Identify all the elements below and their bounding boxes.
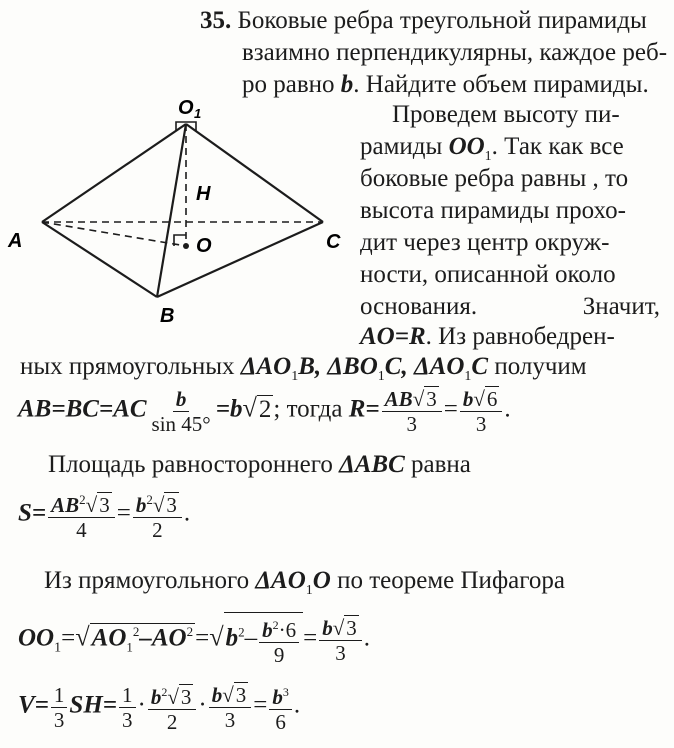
den: 2 [152, 518, 163, 542]
f1-lhs: AB=BC=AC [18, 395, 147, 423]
area-text: Площадь равностороннего [48, 451, 340, 478]
rad: 3 [346, 616, 357, 640]
f1-eq: =b [215, 395, 243, 423]
sup: 2 [79, 492, 86, 507]
f3-lhs: OO [18, 624, 55, 652]
rad: 3 [99, 493, 110, 517]
frac-b-sin45 [149, 387, 214, 436]
sup: 2 [132, 624, 140, 640]
num: 1 [119, 683, 136, 708]
formula-v: V= $\frac{1}{3}$ SH= $\frac{1}{3}$ · $\frac{b^2√3}{2}$ · $\frac{b√3}{3}$ = $\frac{b^3}{6}$ . [18, 680, 300, 734]
solution-line-7 [360, 292, 660, 322]
edge-o1-c [186, 124, 323, 222]
sup: 2 [161, 685, 168, 699]
solution-line-4: высота пирамиды прохо- [360, 197, 626, 224]
frac-ab2-root3: $\frac{AB^2√3}{4}$ [48, 488, 115, 542]
problem-line-3 [242, 70, 649, 100]
sub: 1 [54, 640, 62, 656]
var-oo1: OO [448, 133, 485, 160]
den: 3 [475, 412, 487, 436]
sup: 3 [282, 685, 289, 699]
label-o1: O [178, 100, 194, 119]
label-c: C [326, 231, 341, 253]
num: b [272, 685, 283, 709]
sub: 1 [291, 369, 299, 384]
num: AB [51, 493, 80, 517]
frac-b2-6-9 [259, 613, 299, 667]
sub: 1 [464, 369, 472, 384]
rad: 3 [235, 683, 247, 707]
label-o1-sub: 1 [194, 106, 202, 121]
frac-ab-root3: $\frac{AB√3}{3}$ [382, 386, 442, 436]
edge-o1-b [157, 124, 186, 297]
point-o [183, 243, 189, 249]
rad: 3 [180, 685, 192, 709]
problem-text-3a: ро равно [242, 71, 341, 98]
den: 3 [406, 412, 417, 436]
solution-line-6: ности, описанной около [360, 261, 616, 288]
num: 1 [51, 683, 68, 708]
num: b [211, 683, 223, 707]
tri-end: O [312, 567, 331, 594]
sol-text: основания. [360, 293, 478, 320]
num: b [462, 387, 474, 411]
den: 9 [273, 643, 285, 667]
rad-ao1-ao [90, 623, 195, 655]
sub: 1 [126, 639, 133, 655]
median-ao [42, 222, 186, 246]
den: 3 [335, 641, 346, 665]
den: 2 [166, 710, 178, 734]
pyth-text: по теореме Пифагора [330, 567, 565, 594]
minus: – [244, 624, 258, 652]
problem-line-2: взаимно перпендикулярны, каждое реб- [242, 39, 668, 66]
den: 3 [53, 707, 65, 732]
formula-oo1: $OO_1=√AO_1^2-AO^2=√b^2-$ $\frac{b^2\cdot 6}{9}$ = $\frac{b√3}{3}$ . [18, 612, 370, 667]
f4-lhs: V= [18, 691, 49, 719]
tri-ao1o: ΔAO [255, 567, 306, 594]
frac-1-3 [51, 683, 68, 732]
rad-b2-frac [224, 612, 304, 667]
frac-b-root3-3b: $\frac{b√3}{3}$ [209, 682, 252, 732]
rad: 6 [486, 387, 498, 411]
var-ao-r: AO=R [360, 323, 426, 350]
problem-line-1 [200, 6, 647, 36]
frac-b3-6 [269, 680, 292, 734]
solution-line-5: дит через центр окруж- [360, 229, 610, 256]
sub: 1 [305, 583, 313, 598]
sol-text: ных прямоугольных [20, 353, 241, 380]
edge-a-b [42, 222, 157, 297]
rad-2: 2 [258, 395, 272, 423]
tri-ao1b: ΔAO [240, 353, 292, 380]
var-b: b [340, 71, 354, 98]
sup: 2 [238, 624, 245, 640]
sol-text: . Из равнобедрен- [425, 323, 615, 350]
num: b [173, 387, 190, 412]
area-line [48, 450, 471, 480]
rad: 3 [426, 387, 437, 411]
tri-ao1c: ΔAO [413, 353, 465, 380]
pyth-text: Из прямоугольного [44, 567, 256, 594]
den: 3 [224, 708, 236, 732]
f1-r: R= [348, 395, 380, 423]
f1-word: ; тогда [273, 395, 349, 423]
sub: 1 [377, 369, 385, 384]
term: AO [91, 624, 127, 652]
frac-1-3b [119, 683, 136, 732]
num: b [322, 616, 333, 640]
tri-abc: ΔABC [339, 451, 405, 478]
rad: 3 [166, 493, 177, 517]
tri-bo1c: ΔBO [327, 353, 378, 380]
problem-text-3b: . Найдите объем пирамиды. [353, 71, 649, 98]
sup: 2 [186, 624, 194, 640]
den: sin 45° [151, 411, 211, 436]
solution-line-1: Проведем высоту пи- [392, 101, 620, 128]
pyramid-figure [0, 100, 360, 330]
formula-ab: AB=BC=AC $\frac{b}{\sin 45^\circ}$ =b√2; тогда R= $\frac{AB√3}{3}$ = $\frac{b√6}{3}$ . [18, 386, 511, 436]
sol-text: получим [488, 353, 587, 380]
label-o: O [196, 235, 212, 257]
sol-text: рамиды [360, 133, 449, 160]
num-tail: ·6 [278, 618, 297, 642]
frac-b-root3-3: $\frac{b√3}{3}$ [319, 615, 362, 665]
den: 4 [76, 518, 87, 542]
frac-b-root6: $\frac{b√6}{3}$ [460, 386, 503, 436]
sup: 2 [146, 492, 153, 507]
formula-s: S= $\frac{AB^2√3}{4}$ = $\frac{b^2√3}{2}$ . [18, 488, 190, 542]
label-a: A [8, 230, 23, 252]
frac-b2-root3-2: $\frac{b^2√3}{2}$ [148, 680, 197, 734]
num: AB [384, 387, 413, 411]
label-h: H [196, 183, 211, 205]
frac-b2-root3: $\frac{b^2√3}{2}$ [133, 488, 182, 542]
pythagoras-line [44, 566, 565, 606]
solution-line-8 [360, 322, 615, 352]
num: b [135, 493, 147, 517]
num: b [150, 685, 162, 709]
tri-end: C [471, 353, 489, 380]
tri-end: C, [384, 353, 414, 380]
f2-lhs: S= [18, 499, 47, 527]
problem-number: 35. [200, 7, 232, 34]
f4-sh: SH= [69, 691, 118, 719]
sol-text: . Так как все [491, 133, 624, 160]
solution-line-3: боковые ребра равны , то [360, 165, 629, 192]
edge-o1-a [42, 124, 186, 222]
label-b: B [160, 305, 175, 327]
term: –AO [139, 624, 187, 652]
den: 6 [275, 710, 286, 734]
edge-b-c [157, 222, 323, 297]
problem-text-1: Боковые ребра треугольной пирамиды [237, 7, 647, 34]
den: 3 [122, 707, 133, 732]
num: b [262, 618, 273, 642]
tri-end: B, [298, 353, 328, 380]
sub: 1 [484, 149, 492, 164]
term: b [225, 624, 239, 652]
sol-text: Значит, [582, 293, 660, 320]
sup: 2 [272, 618, 279, 632]
area-text: равна [404, 451, 471, 478]
